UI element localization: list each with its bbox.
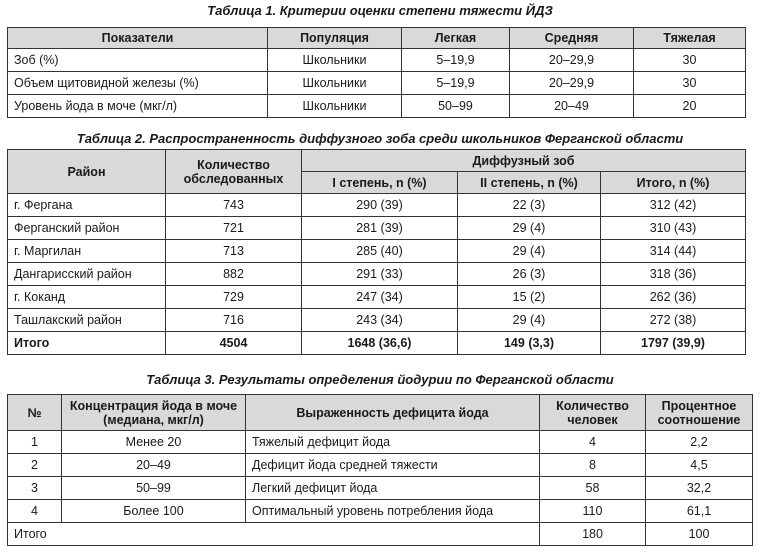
table3-header: № xyxy=(8,395,62,431)
table-cell: Дефицит йода средней тяжести xyxy=(246,454,540,477)
table-cell: 50–99 xyxy=(402,95,510,118)
table-cell: Зоб (%) xyxy=(8,49,268,72)
table3-header: Процентное соотношение xyxy=(646,395,753,431)
table-row xyxy=(8,240,746,263)
table-cell: 50–99 xyxy=(62,477,246,500)
table-row xyxy=(8,477,753,500)
table1-header: Популяция xyxy=(268,28,402,49)
table-cell: 716 xyxy=(166,309,302,332)
table3-header: Количество человек xyxy=(540,395,646,431)
table-cell: 729 xyxy=(166,286,302,309)
table1 xyxy=(7,27,746,118)
table-cell: 32,2 xyxy=(646,477,753,500)
table-cell: 290 (39) xyxy=(302,194,458,217)
table-cell: 8 xyxy=(540,454,646,477)
table1-header: Тяжелая xyxy=(634,28,746,49)
table-cell: 247 (34) xyxy=(302,286,458,309)
table-cell: 2,2 xyxy=(646,431,753,454)
table-cell: Более 100 xyxy=(62,500,246,523)
table-cell: 281 (39) xyxy=(302,217,458,240)
table-row xyxy=(8,217,746,240)
table3 xyxy=(7,394,753,546)
table2-subheader: I степень, n (%) xyxy=(302,172,458,194)
table-cell: 100 xyxy=(646,523,753,546)
table-cell: 2 xyxy=(8,454,62,477)
table2-header-count: Количество обследованных xyxy=(166,150,302,194)
table-row xyxy=(8,454,753,477)
table-row xyxy=(8,263,746,286)
table-cell: 1648 (36,6) xyxy=(302,332,458,355)
table-cell: Ферганский район xyxy=(8,217,166,240)
table-cell: Школьники xyxy=(268,49,402,72)
table-cell: 3 xyxy=(8,477,62,500)
table-cell: 291 (33) xyxy=(302,263,458,286)
table-cell: 110 xyxy=(540,500,646,523)
table-cell: 5–19,9 xyxy=(402,49,510,72)
table-cell: 20–29,9 xyxy=(510,49,634,72)
table3-header-row xyxy=(8,395,753,431)
table-cell: 149 (3,3) xyxy=(458,332,601,355)
table-cell: 20 xyxy=(634,95,746,118)
table-cell: 15 (2) xyxy=(458,286,601,309)
table3-caption: Таблица 3. Результаты определения йодурии по Ферганской области xyxy=(146,372,614,387)
table-cell: 61,1 xyxy=(646,500,753,523)
table-cell: Объем щитовидной железы (%) xyxy=(8,72,268,95)
table-cell: Дангарисский район xyxy=(8,263,166,286)
table-cell: 312 (42) xyxy=(601,194,746,217)
table1-header-row xyxy=(8,28,746,49)
table-cell: Тяжелый дефицит йода xyxy=(246,431,540,454)
table2-header-row xyxy=(8,150,746,172)
table-cell: г. Маргилан xyxy=(8,240,166,263)
table-cell: 29 (4) xyxy=(458,240,601,263)
table-cell: 4 xyxy=(540,431,646,454)
table-cell: Легкий дефицит йода xyxy=(246,477,540,500)
table-cell: 1 xyxy=(8,431,62,454)
table-row xyxy=(8,431,753,454)
table-cell: 20–49 xyxy=(62,454,246,477)
table3-header: Выраженность дефицита йода xyxy=(246,395,540,431)
table-cell: 5–19,9 xyxy=(402,72,510,95)
table-cell: Итого xyxy=(8,332,166,355)
table2 xyxy=(7,149,746,355)
table-cell: 262 (36) xyxy=(601,286,746,309)
table1-header: Легкая xyxy=(402,28,510,49)
table1-header: Средняя xyxy=(510,28,634,49)
table1-caption: Таблица 1. Критерии оценки степени тяжести ЙДЗ xyxy=(207,3,553,18)
table-cell: Оптимальный уровень потребления йода xyxy=(246,500,540,523)
table-cell: 26 (3) xyxy=(458,263,601,286)
table-cell: 4504 xyxy=(166,332,302,355)
table-cell: 30 xyxy=(634,72,746,95)
table-cell: 713 xyxy=(166,240,302,263)
table-cell: 29 (4) xyxy=(458,309,601,332)
table-cell: Итого xyxy=(8,523,540,546)
table-row xyxy=(8,49,746,72)
table-row xyxy=(8,95,746,118)
table-cell: 285 (40) xyxy=(302,240,458,263)
table-cell: 58 xyxy=(540,477,646,500)
table-cell: 29 (4) xyxy=(458,217,601,240)
table-row xyxy=(8,194,746,217)
table-cell: 1797 (39,9) xyxy=(601,332,746,355)
table2-header-group: Диффузный зоб xyxy=(302,150,746,172)
table-cell: Школьники xyxy=(268,95,402,118)
table-cell: 4 xyxy=(8,500,62,523)
table-cell: 4,5 xyxy=(646,454,753,477)
table-cell: 318 (36) xyxy=(601,263,746,286)
table-total-row xyxy=(8,523,753,546)
table-cell: 243 (34) xyxy=(302,309,458,332)
table3-header: Концентрация йода в моче (медиана, мкг/л) xyxy=(62,395,246,431)
table-cell: 30 xyxy=(634,49,746,72)
table-cell: 20–49 xyxy=(510,95,634,118)
table-cell: 314 (44) xyxy=(601,240,746,263)
table-cell: 180 xyxy=(540,523,646,546)
table-cell: 721 xyxy=(166,217,302,240)
table-cell: 882 xyxy=(166,263,302,286)
table2-subheader: Итого, n (%) xyxy=(601,172,746,194)
table-row xyxy=(8,309,746,332)
table2-subheader: II степень, n (%) xyxy=(458,172,601,194)
table2-header-region: Район xyxy=(8,150,166,194)
table-cell: г. Фергана xyxy=(8,194,166,217)
table-cell: 743 xyxy=(166,194,302,217)
table-cell: Школьники xyxy=(268,72,402,95)
table1-header: Показатели xyxy=(8,28,268,49)
table-cell: г. Коканд xyxy=(8,286,166,309)
table-cell: Ташлакский район xyxy=(8,309,166,332)
table-cell: Менее 20 xyxy=(62,431,246,454)
table-row xyxy=(8,72,746,95)
table-row xyxy=(8,500,753,523)
table2-caption: Таблица 2. Распространенность диффузного зоба среди школьников Ферганской области xyxy=(76,131,684,146)
table-row xyxy=(8,286,746,309)
table-total-row xyxy=(8,332,746,355)
table-cell: 272 (38) xyxy=(601,309,746,332)
table-cell: 310 (43) xyxy=(601,217,746,240)
table-cell: 22 (3) xyxy=(458,194,601,217)
table-cell: 20–29,9 xyxy=(510,72,634,95)
table-cell: Уровень йода в моче (мкг/л) xyxy=(8,95,268,118)
